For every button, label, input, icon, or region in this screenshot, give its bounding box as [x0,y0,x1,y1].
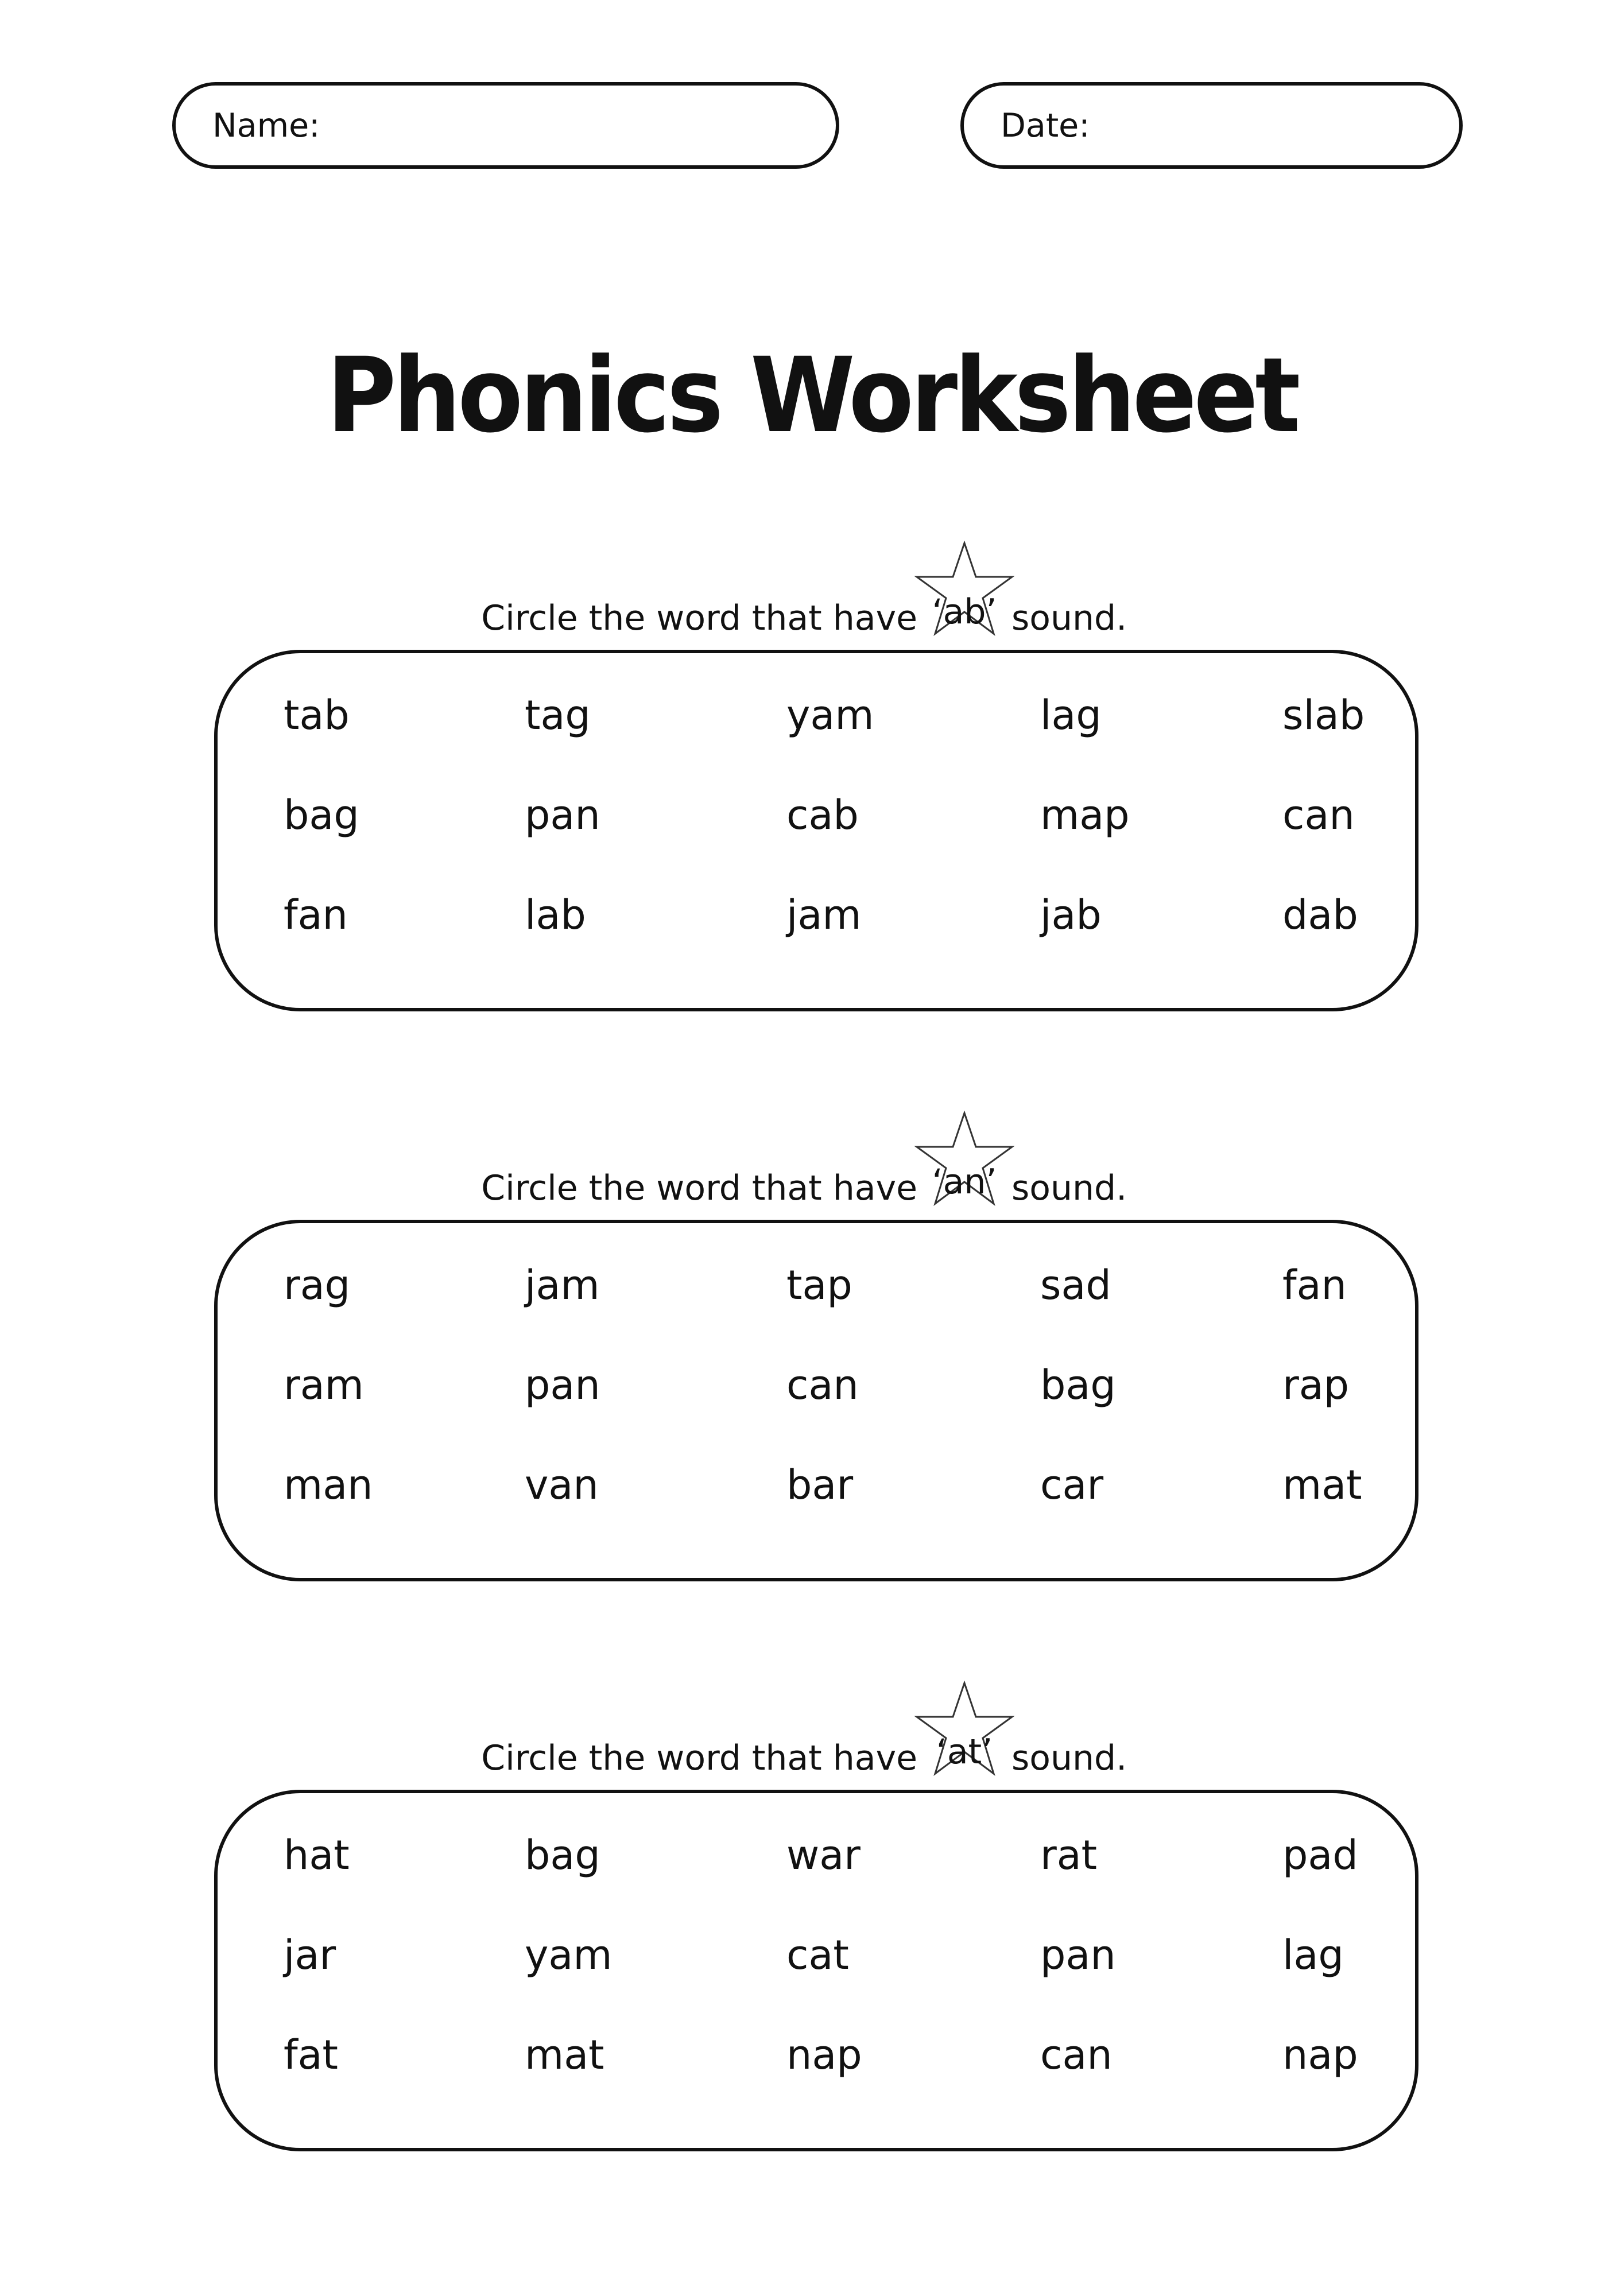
word-option[interactable]: lag [1282,1932,1344,1979]
word-option[interactable]: map [1040,792,1130,839]
word-option[interactable]: yam [786,692,874,739]
word-option[interactable]: mat [525,2031,604,2078]
star-icon [913,1681,1016,1778]
word-option[interactable]: jab [1040,891,1102,938]
word-option[interactable]: jam [786,891,862,938]
word-option[interactable]: fan [284,891,348,938]
word-option[interactable]: rat [1040,1832,1098,1879]
word-option[interactable]: ram [284,1362,364,1409]
instruction-suffix: sound. [1011,598,1127,638]
word-option[interactable]: mat [1282,1461,1362,1508]
instruction [0,1111,1624,1220]
word-option[interactable]: man [284,1461,373,1508]
word-option[interactable]: can [786,1362,859,1409]
word-option[interactable]: nap [1282,2031,1358,2078]
word-box [214,1220,1418,1581]
worksheet-section [0,541,1624,1017]
instruction-text: Circle the word that have [481,1168,917,1208]
instruction [0,541,1624,650]
word-option[interactable]: cat [786,1932,849,1979]
word-option[interactable]: bag [1040,1362,1116,1409]
word-option[interactable]: rag [284,1262,351,1309]
word-option[interactable]: jar [284,1932,336,1979]
word-option[interactable]: lag [1040,692,1102,739]
word-option[interactable]: tag [525,692,591,739]
word-option[interactable]: rap [1282,1362,1350,1409]
sound-label: ‘an’ [932,1162,997,1202]
word-option[interactable]: pan [525,1362,600,1409]
worksheet-section [0,1111,1624,1587]
sound-label: ‘at’ [936,1732,993,1772]
instruction-suffix: sound. [1011,1168,1127,1208]
word-box [214,1790,1418,2151]
word-option[interactable]: bag [284,792,359,839]
sound-label: ‘ab’ [932,592,997,632]
word-option[interactable]: sad [1040,1262,1111,1309]
word-option[interactable]: tap [786,1262,852,1309]
word-option[interactable]: hat [284,1832,350,1879]
name-label: Name: [212,106,320,145]
instruction-text: Circle the word that have [481,598,917,638]
word-option[interactable]: car [1040,1461,1104,1508]
date-field[interactable] [960,82,1463,169]
word-option[interactable]: bag [525,1832,600,1879]
star-icon [913,1111,1016,1208]
word-option[interactable]: cab [786,792,859,839]
word-option[interactable]: nap [786,2031,862,2078]
word-box [214,650,1418,1011]
word-option[interactable]: dab [1282,891,1358,938]
word-option[interactable]: can [1040,2031,1113,2078]
instruction-suffix: sound. [1011,1738,1127,1778]
word-option[interactable]: fan [1282,1262,1347,1309]
word-option[interactable]: pad [1282,1832,1358,1879]
word-option[interactable]: lab [525,891,586,938]
star-icon [913,541,1016,638]
word-option[interactable]: van [525,1461,599,1508]
word-option[interactable]: bar [786,1461,854,1508]
word-option[interactable]: tab [284,692,350,739]
date-label: Date: [1001,106,1090,145]
word-option[interactable]: pan [1040,1932,1116,1979]
word-option[interactable]: can [1282,792,1355,839]
word-option[interactable]: war [786,1832,861,1879]
word-option[interactable]: pan [525,792,600,839]
instruction-text: Circle the word that have [481,1738,917,1778]
word-option[interactable]: fat [284,2031,338,2078]
instruction [0,1681,1624,1790]
word-option[interactable]: yam [525,1932,613,1979]
name-field[interactable] [172,82,839,169]
worksheet-section [0,1681,1624,2157]
word-option[interactable]: slab [1282,692,1365,739]
word-option[interactable]: jam [525,1262,600,1309]
page-title: Phonics Worksheet [327,336,1297,456]
